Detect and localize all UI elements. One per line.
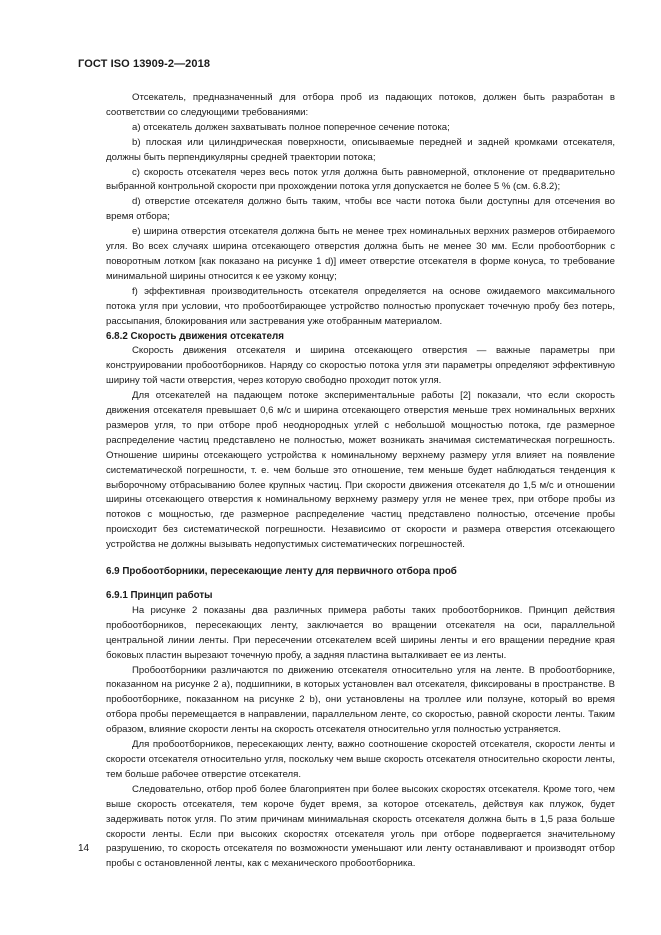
section-heading-6-9-1: 6.9.1 Принцип работы: [106, 590, 213, 601]
paragraph: Пробоотборники различаются по движению отсекателя относительно угля на ленте. В пробоотборнике, показанном на рисунке 2 а), подшипники, в которых установлен вал отсекателя, фиксированы в пространстве. В пробоотборнике, показанном на рисунке 2 b), они установлены на троллее или ползуне, который во время отбора пробы перемещается в направлении, параллельном ленте, со скоростью, равной скорости ленты. Таким образом, влияние скорости ленты на скорость отсекателя относительно угля полностью устраняется.: [106, 664, 615, 736]
paragraph: Для отсекателей на падающем потоке экспериментальные работы [2] показали, что если скорость движения отсекателя превышает 0,6 м/с и ширина отсекающего отверстия меньше трех номинальных верхних размеров угля, то при отборе проб неоднородных углей с небольшой мощностью потока, где размерное распределение частиц представлено не полностью, может возникать значимая систематическая погрешность. Отношение ширины отсекающего устройства к номинальному верхнему размеру угля влияет на появление систематической погрешности, т. е. чем больше это отношение, тем меньше будет наблюдаться тенденция к выборочному отбрасыванию более крупных частиц. При скорости движения отсекателя до 1,5 м/с и отношении ширины отсекающего отверстия к номинальному верхнему размеру угля не менее трех, при отборе пробы из потоков с мощностью, где размерное распределение частиц представлено полностью, отсечение пробы происходит без систематической погрешности. Независимо от скорости и размера отверстия отсекающего устройства не должны вызывать недопустимых систематических погрешностей.: [106, 390, 615, 551]
paragraph: Скорость движения отсекателя и ширина отсекающего отверстия — важные параметры при конструировании пробоотборников. Наряду со скоростью потока угля эти параметры определяют эффективную ширину той части отверстия, через которую свободно проходит поток угля.: [106, 345, 615, 387]
page-content: [106, 91, 615, 872]
page-number: 14: [78, 843, 90, 854]
paragraph: Следовательно, отбор проб более благоприятен при более высоких скоростях отсекателя. Кроме того, чем выше скорость отсекателя, тем короче будет время, за которое отсекатель, действуя как плужок, будет задерживать поток угля. По этим причинам минимальная скорость отсекателя должна быть в 1,5 раза больше скорости ленты. Если при высоких скоростях отсекателя уголь при отборе подвергается значительному разрушению, то скорость отсекателя по возможности уменьшают или ленту останавливают и производят отбор пробы с остановленной ленты, как с механического пробоотборника.: [106, 783, 615, 870]
paragraph: Для пробоотборников, пересекающих ленту, важно соотношение скоростей отсекателя, скорости ленты и скорости отсекателя относительно угля, поскольку чем выше скорость отсекателя относительно скорости ленты, тем больше рабочее отверстие отсекателя.: [106, 739, 615, 780]
list-item-e: е) ширина отверстия отсекателя должна быть не менее трех номинальных верхних размеров отбираемого угля. Во всех случаях ширина отсекающего отверстия должна быть не менее 30 мм. Если пробоотборник с поворотным лотком [как показано на рисунке 1 d)] имеет отверстие отсекателя в форме конуса, то требование минимальной ширины относится к ее узкому концу;: [106, 226, 615, 282]
document-header: ГОСТ ISO 13909-2—2018: [78, 58, 211, 70]
list-item-d: d) отверстие отсекателя должно быть таким, чтобы все части потока были доступны для отсечения во время отбора;: [106, 196, 615, 223]
section-heading-6-9: 6.9 Пробоотборники, пересекающие ленту для первичного отбора проб: [106, 566, 457, 578]
list-item-b: b) плоская или цилиндрическая поверхности, описываемые передней и задней кромками отсекателя, должны быть перпендикулярны средней траектории потока;: [106, 136, 615, 163]
list-item-f: f) эффективная производительность отсекателя определяется на основе ожидаемого максимального потока угля при условии, что пробоотбирающее устройство полностью пропускает точечную пробу без потерь, рассыпания, блокирования или застревания уже отобранным материалом.: [106, 285, 615, 327]
list-item-c: с) скорость отсекателя через весь поток угля должна быть равномерной, отклонение от предварительно выбранной контрольной скорости при прохождении потока угля допускается не более 5 % (см. 6.8.2);: [106, 166, 615, 193]
list-item-a: а) отсекатель должен захватывать полное поперечное сечение потока;: [132, 121, 450, 133]
paragraph: На рисунке 2 показаны два различных примера работы таких пробоотборников. Принцип действия пробоотборников, пересекающих ленту, заключается во вращении отсекателя на оси, параллельной центральной линии ленты. При пересечении отсекателем всей ширины ленты и его вращении передние края боковых пластин вырезают точечную пробу, а задняя пластина выталкивает ее из ленты.: [106, 604, 615, 661]
paragraph-intro: Отсекатель, предназначенный для отбора проб из падающих потоков, должен быть разработан в соответствии со следующими требованиями:: [106, 92, 615, 118]
section-heading-6-8-2: 6.8.2 Скорость движения отсекателя: [106, 330, 284, 342]
